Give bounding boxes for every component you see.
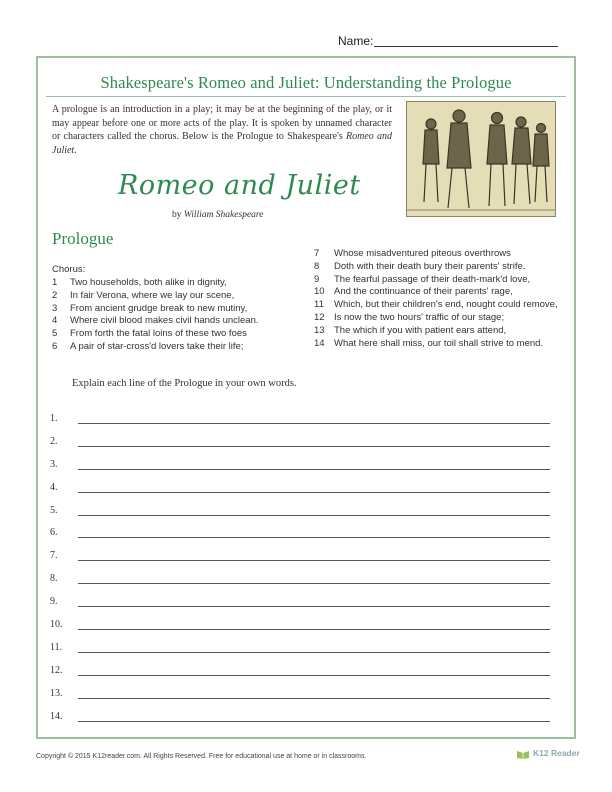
byline [172,210,263,220]
prologue-line [314,299,558,312]
answer-number: 10. [50,619,63,631]
line-text: In fair Verona, where we lay our scene, [70,289,235,301]
prologue-line [52,315,259,328]
prologue-line [52,290,259,303]
line-number: 6 [52,340,58,352]
line-number: 2 [52,289,58,301]
answer-number: 1. [50,413,58,424]
prologue-line [314,248,558,261]
answer-line[interactable] [78,721,550,722]
prologue-line [52,341,259,354]
chorus-label: Chorus: [52,264,86,275]
answer-line[interactable] [78,606,550,607]
answer-line[interactable] [78,629,550,630]
line-text: Doth with their death bury their parents' strife. [334,260,526,272]
answer-line[interactable] [78,560,550,561]
prologue-heading: Prologue [52,229,114,248]
line-number: 11 [314,299,324,311]
line-text: The fearful passage of their death-mark'd love, [334,273,531,285]
answer-number: 4. [50,481,58,493]
line-number: 10 [314,286,325,298]
answer-number: 14. [50,710,63,722]
answer-number: 13. [50,687,63,699]
answer-number: 2. [50,435,58,447]
prologue-lines-left [52,277,259,354]
line-text: Is now the two hours' traffic of our stage; [334,311,505,323]
answer-line[interactable] [78,423,550,424]
prologue-lines-right [314,248,558,350]
instructions: Explain each line of the Prologue in your own words. [72,378,297,389]
answer-line[interactable] [78,537,550,538]
line-number: 13 [314,324,325,336]
answer-number: 7. [50,550,58,562]
page-title: Shakespeare's Romeo and Juliet: Understanding the Prologue [100,73,512,92]
line-text: Where civil blood makes civil hands unclean. [70,315,259,327]
answer-line[interactable] [78,583,550,584]
play-title-decorative: Romeo and Juliet [118,170,361,201]
intro-text: A prologue is an introduction in a play; it may be at the beginning of the play, or it may appear before one or more acts of the play. It is spoken by unnamed character or characters called the chorus. Below is the Prologue to Shakespeare's [52,104,392,142]
line-text: From ancient grudge break to new mutiny, [70,302,248,314]
prologue-line [52,277,259,290]
name-field[interactable] [338,34,373,48]
answer-line[interactable] [78,469,550,470]
line-number: 12 [314,311,325,323]
prologue-line [314,286,558,299]
line-text: What here shall miss, our toil shall strive to mend. [334,337,544,349]
answer-number: 8. [50,573,58,585]
line-text: A pair of star-cross'd lovers take their life; [70,340,244,352]
line-text: From forth the fatal loins of these two foes [70,328,247,340]
line-number: 3 [52,302,58,314]
answer-line[interactable] [78,446,550,447]
line-number: 7 [314,248,320,259]
line-text: Which, but their children's end, nought could remove, [334,299,558,311]
prologue-line [52,328,259,341]
answer-number: 9. [50,596,58,608]
answer-number: 6. [50,527,58,539]
answer-line[interactable] [78,675,550,676]
name-underline[interactable] [374,46,558,47]
characters-drawing [407,102,556,217]
answer-line[interactable] [78,492,550,493]
answer-line[interactable] [78,698,550,699]
k12reader-logo [516,748,580,759]
line-text: The which if you with patient ears attend, [334,324,507,336]
name-label: Name: [338,34,374,48]
line-number: 4 [52,315,58,327]
answer-number: 12. [50,664,63,676]
line-number: 14 [314,337,325,349]
logo-text: K12 Reader [533,748,580,758]
copyright-footer: Copyright © 2015 K12reader.com. All Rights Reserved. Free for educational use at home or in classrooms. [36,753,367,760]
line-number: 9 [314,273,320,285]
prologue-line [314,325,558,338]
byline-by: by [172,210,182,220]
intro-paragraph [52,103,392,157]
prologue-line [314,312,558,325]
answer-number: 3. [50,458,58,470]
line-text: Two households, both alike in dignity, [70,277,227,288]
answer-number: 5. [50,504,58,516]
prologue-line [314,274,558,287]
book-icon [516,749,530,759]
answer-number: 11. [50,641,63,653]
prologue-line [52,303,259,316]
line-text: Whose misadventured piteous overthrows [334,248,511,259]
answer-line[interactable] [78,652,550,653]
characters-illustration [406,101,556,217]
intro-play-title: Romeo and Juliet. [52,131,392,156]
line-number: 1 [52,277,58,288]
line-number: 5 [52,328,58,340]
prologue-line [314,261,558,274]
byline-author: William Shakespeare [183,210,264,220]
answer-line[interactable] [78,515,550,516]
line-text: And the continuance of their parents' rage, [334,286,513,298]
prologue-line [314,338,558,351]
title-divider [46,96,566,97]
line-number: 8 [314,260,320,272]
